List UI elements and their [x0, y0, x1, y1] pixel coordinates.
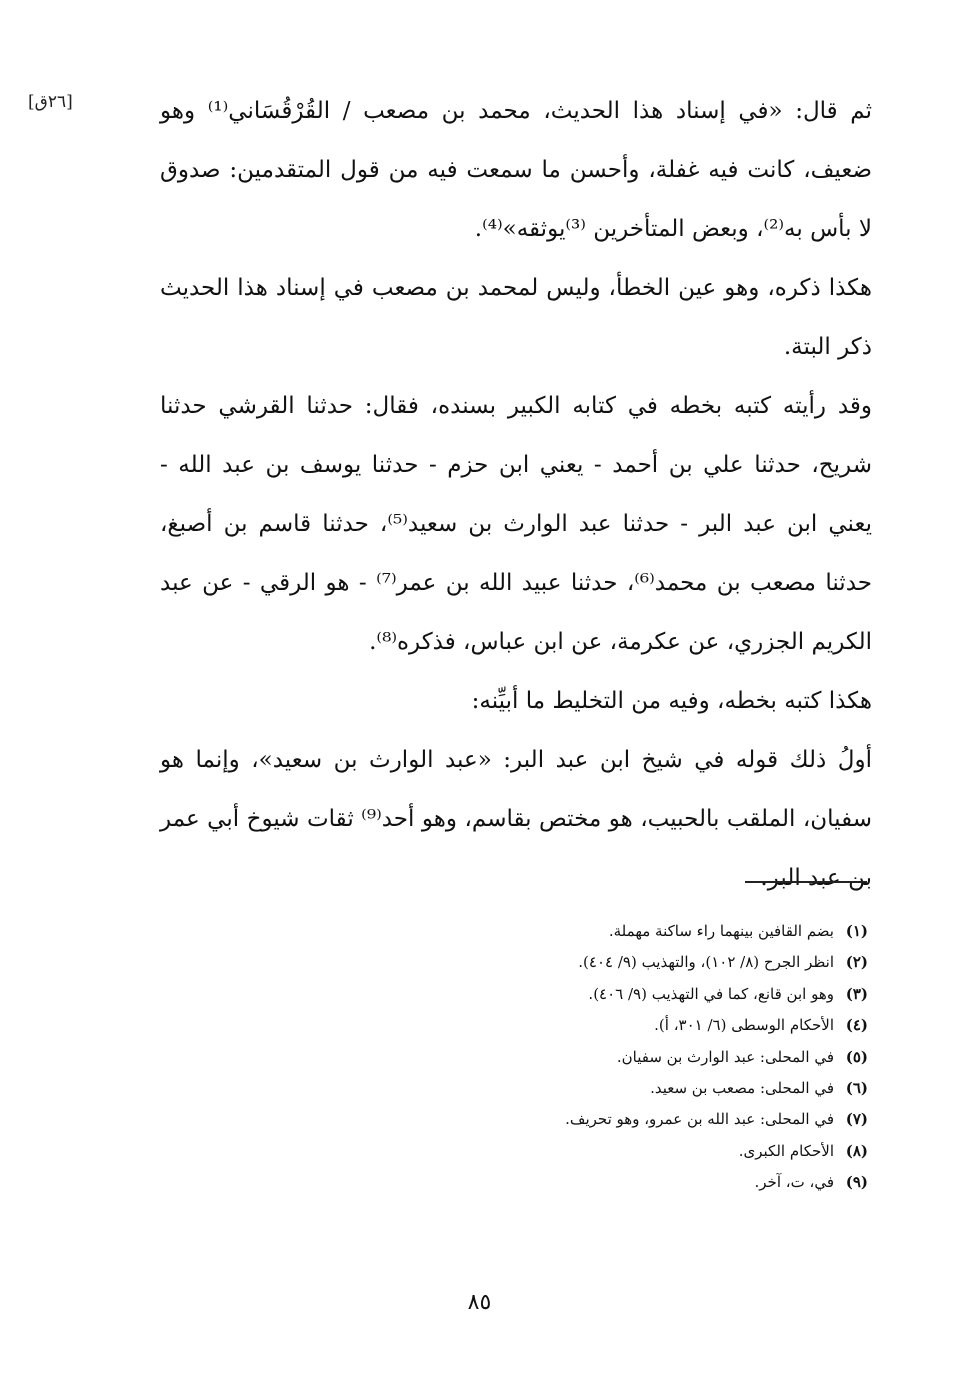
paragraph: وقد رأيته كتبه بخطه في كتابه الكبير بسنده، فقال: حدثنا القرشي حدثنا شريح، حدثنا علي بن أحمد - يعني ابن حزم - حدثنا يوسف بن عبد الله - يعني ابن عبد البر - حدثنا عبد الوارث بن سعيد⁽⁵⁾، حدثنا قاسم بن أصبغ، حدثنا مصعب بن محمد⁽⁶⁾، حدثنا عبيد الله بن عمر⁽⁷⁾ - هو الرقي - عن عبد الكريم الجزري، عن عكرمة، عن ابن عباس، فذكره⁽⁸⁾.	[160, 393, 872, 655]
footnote-text: في المحلى: عبد الوارث بن سفيان.	[616, 1047, 834, 1066]
footnote-number: (٨)	[845, 1141, 868, 1160]
footnote-number: (٥)	[845, 1047, 868, 1066]
main-text	[160, 82, 872, 908]
footnotes	[480, 916, 868, 1199]
footnote-number: (١)	[845, 922, 868, 940]
paragraph: أولُ ذلك قوله في شيخ ابن عبد البر: «عبد الوارث بن سعيد»، وإنما هو سفيان، الملقب بالحبيب، هو مختص بقاسم، وهو أحد⁽⁹⁾ ثقات شيوخ أبي عمر بن عبد البر.	[160, 747, 872, 891]
footnote-text: الأحكام الكبرى.	[738, 1141, 834, 1160]
footnote-number: (٩)	[845, 1173, 868, 1192]
footnote-number: (٢)	[845, 953, 868, 972]
paragraph: ثم قال: «في إسناد هذا الحديث، محمد بن مصعب / القُرْقُسَاني⁽¹⁾ وهو ضعيف، كانت فيه غفلة، وأحسن ما سمعت فيه من قول المتقدمين: صدوق لا بأس به⁽²⁾، وبعض المتأخرين ⁽³⁾يوثقه»⁽⁴⁾.	[160, 98, 873, 242]
footnote-number: (٦)	[845, 1079, 868, 1098]
footnote	[480, 1010, 868, 1041]
footnote	[480, 1167, 868, 1198]
footnote-separator	[745, 881, 867, 883]
footnote-text: بضم القافين بينهما راء ساكنة مهملة.	[608, 922, 834, 940]
footnote-number: (٧)	[845, 1110, 868, 1129]
paragraph: هكذا ذكره، وهو عين الخطأ، وليس لمحمد بن مصعب في إسناد هذا الحديث ذكر البتة.	[160, 275, 872, 360]
footnote	[480, 916, 868, 947]
footnote	[480, 1136, 868, 1167]
footnote-text: انظر الجرح (٨/ ١٠٢)، والتهذيب (٩/ ٤٠٤).	[578, 953, 834, 972]
footnote	[480, 947, 868, 978]
paragraph: هكذا كتبه بخطه، وفيه من التخليط ما أبيِّنه:	[471, 688, 872, 714]
footnote-text: الأحكام الوسطى (٦/ ٣٠١، أ).	[654, 1016, 834, 1035]
page-number: ٨٥	[467, 1290, 492, 1315]
footnote-text: في المحلى: عبد الله بن عمرو، وهو تحريف.	[565, 1110, 834, 1129]
manuscript-folio-marker: [٢٦ق]	[28, 92, 73, 112]
footnote-number: (٤)	[845, 1016, 868, 1035]
footnote-number: (٣)	[845, 984, 868, 1003]
footnote	[480, 1042, 868, 1073]
footnote	[480, 979, 868, 1010]
footnote-text: في المحلى: مصعب بن سعيد.	[650, 1079, 834, 1098]
footnote	[480, 1104, 868, 1135]
footnote-text: في، ت، آخر.	[754, 1173, 834, 1192]
footnote	[480, 1073, 868, 1104]
footnote-text: وهو ابن قانع، كما في التهذيب (٩/ ٤٠٦).	[588, 984, 834, 1003]
